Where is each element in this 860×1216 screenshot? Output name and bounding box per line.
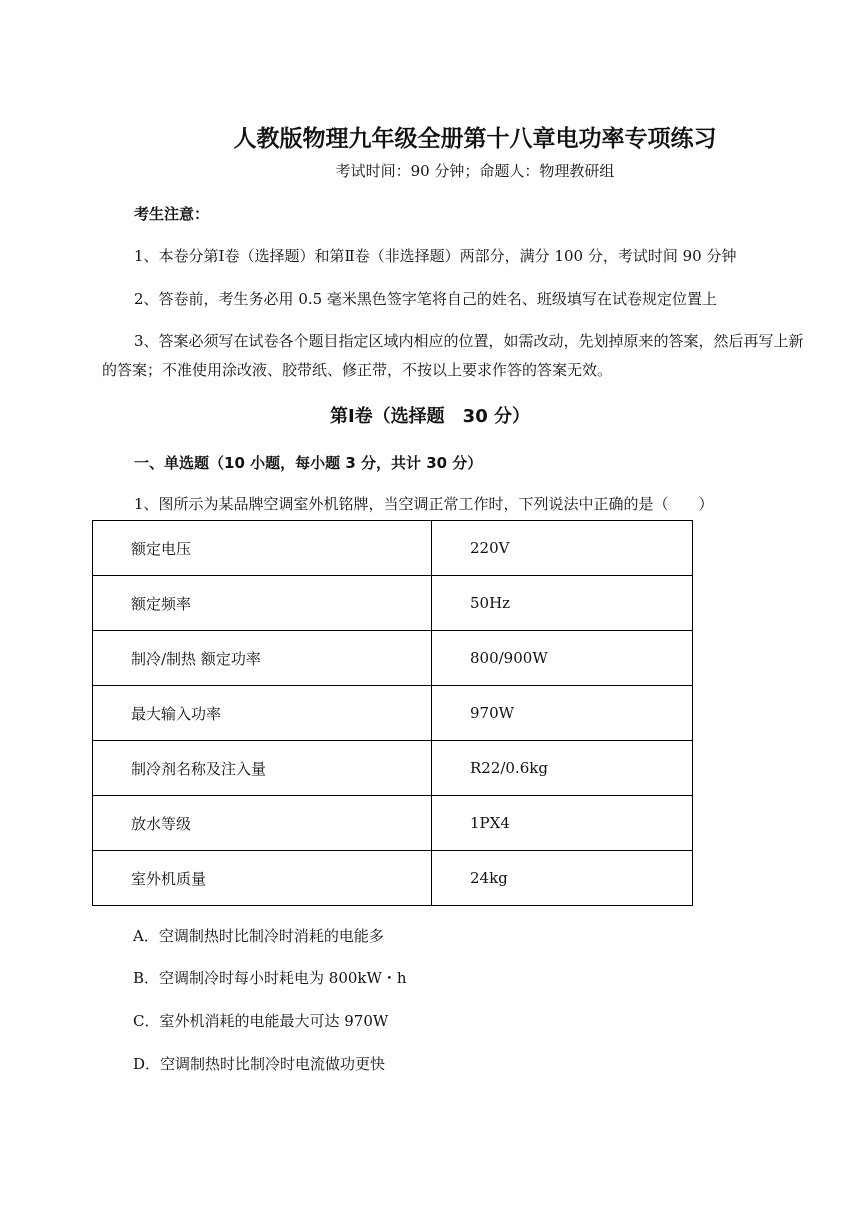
spec-key: 室外机质量: [93, 851, 432, 906]
notice-item-2: 2、答卷前，考生务必用 0.5 毫米黑色签字笔将自己的姓名、班级填写在试卷规定位置上: [134, 290, 717, 308]
option-b: B．空调制冷时每小时耗电为 800kW・h: [133, 969, 407, 987]
table-row: [93, 631, 693, 686]
notice-heading: 考生注意：: [134, 205, 210, 223]
table-row: [93, 686, 693, 741]
spec-value: R22/0.6kg: [432, 741, 693, 796]
spec-key: 放水等级: [93, 796, 432, 851]
spec-key: 制冷剂名称及注入量: [93, 741, 432, 796]
spec-value: 50Hz: [432, 576, 693, 631]
table-row: [93, 521, 693, 576]
option-a: A．空调制热时比制冷时消耗的电能多: [133, 927, 384, 945]
spec-table: [92, 520, 693, 906]
exam-subtitle: 考试时间：90 分钟；命题人：物理教研组: [335, 162, 615, 180]
spec-value: 970W: [432, 686, 693, 741]
spec-key: 额定电压: [93, 521, 432, 576]
table-row: [93, 851, 693, 906]
table-row: [93, 576, 693, 631]
notice-item-3: 3、答案必须写在试卷各个题目指定区域内相应的位置，如需改动，先划掉原来的答案，然后再写上新的答案；不准使用涂改液、胶带纸、修正带，不按以上要求作答的答案无效。: [102, 332, 804, 379]
option-d: D．空调制热时比制冷时电流做功更快: [133, 1055, 386, 1073]
spec-key: 制冷/制热 额定功率: [93, 631, 432, 686]
spec-value: 220V: [432, 521, 693, 576]
section-title: 第Ⅰ卷（选择题 30 分）: [329, 406, 530, 427]
spec-key: 最大输入功率: [93, 686, 432, 741]
table-row: [93, 796, 693, 851]
notice-item-1: 1、本卷分第Ⅰ卷（选择题）和第Ⅱ卷（非选择题）两部分，满分 100 分，考试时间 90 分钟: [134, 247, 737, 265]
part-heading: 一、单选题（10 小题，每小题 3 分，共计 30 分）: [134, 454, 483, 472]
table-row: [93, 741, 693, 796]
spec-key: 额定频率: [93, 576, 432, 631]
exam-title: 人教版物理九年级全册第十八章电功率专项练习: [233, 126, 717, 152]
spec-value: 800/900W: [432, 631, 693, 686]
spec-value: 1PX4: [432, 796, 693, 851]
spec-value: 24kg: [432, 851, 693, 906]
option-c: C．室外机消耗的电能最大可达 970W: [133, 1012, 389, 1030]
question-stem: 1、图所示为某品牌空调室外机铭牌，当空调正常工作时，下列说法中正确的是（ ）: [134, 495, 714, 513]
